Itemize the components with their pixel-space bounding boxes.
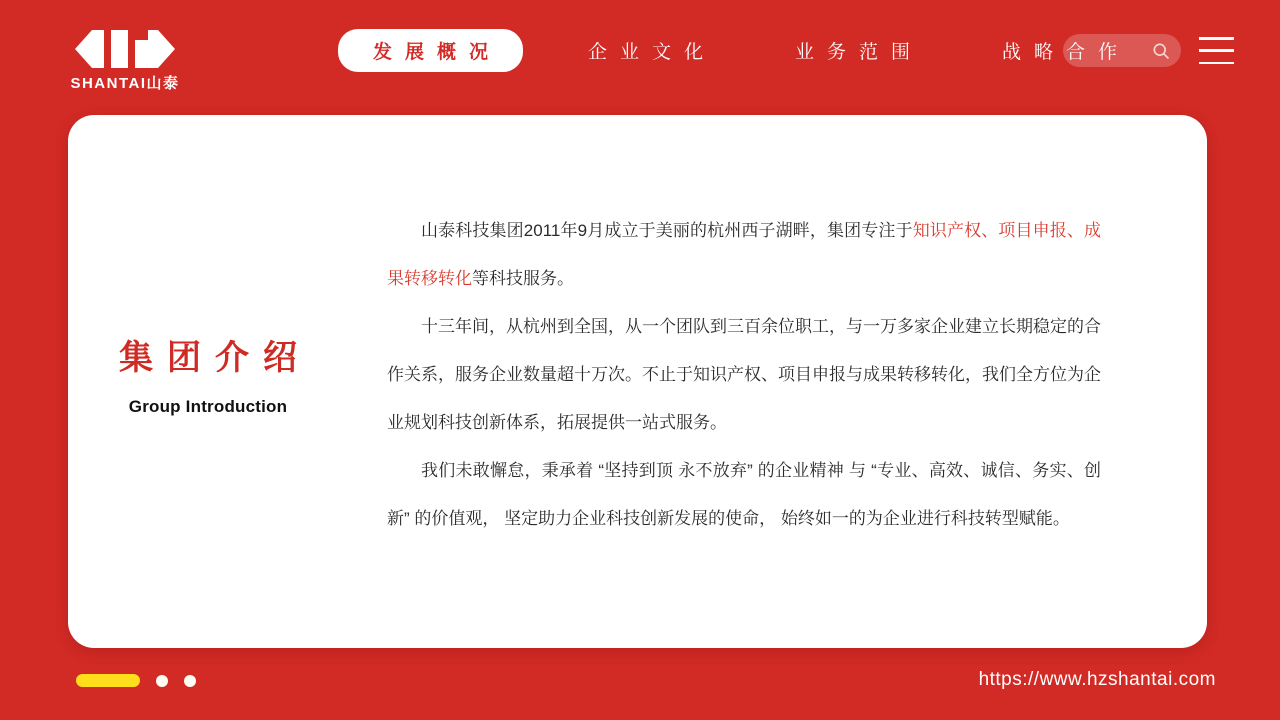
section-title-en: Group Introduction (128, 397, 288, 416)
search-bar[interactable] (1063, 34, 1181, 67)
nav-item-2[interactable]: 业务范围 (795, 41, 924, 63)
hamburger-icon[interactable] (1199, 37, 1234, 64)
intro-text (387, 207, 1101, 543)
nav-item-3[interactable]: 战略合作 (1002, 41, 1131, 63)
brand-logo[interactable] (70, 28, 180, 93)
intro-paragraph: 十三年间，从杭州到全国，从一个团队到三百余位职工，与一万多家企业建立长期稳定的合作关系，服务企业数量超十万次。不止于知识产权、项目申报与成果转移转化，我们全方位为企业规划科技创新体系，拓展提供一站式服务。 (387, 317, 1101, 432)
top-header (0, 0, 1280, 100)
carousel-pagination (76, 673, 196, 688)
site-url: https://www.hzshantai.com (978, 669, 1216, 690)
section-title (98, 330, 318, 417)
pagination-dot-1[interactable] (156, 675, 168, 687)
brand-name: SHANTAI山泰 (70, 75, 180, 92)
section-title-cn: 集团介绍 (119, 339, 311, 377)
pagination-dot-2[interactable] (184, 675, 196, 687)
nav-item-1[interactable]: 企业文化 (588, 41, 717, 63)
intro-paragraph: 我们未敢懈怠，秉承着 “坚持到顶 永不放弃” 的企业精神 与 “专业、高效、诚信、务实、创新” 的价值观， 坚定助力企业科技创新发展的使命， 始终如一的为企业进行科技转型赋能。 (387, 461, 1101, 528)
content-card (68, 115, 1207, 648)
nav-item-0[interactable]: 发展概况 (338, 29, 523, 72)
shantai-hexagon-logo-icon (75, 28, 175, 70)
main-nav (338, 0, 1144, 100)
intro-paragraph: 山泰科技集团2011年9月成立于美丽的杭州西子湖畔，集团专注于知识产权、项目申报、成果转移转化等科技服务。 (387, 221, 1101, 288)
pagination-active-pill[interactable] (76, 674, 140, 687)
search-input[interactable] (1075, 34, 1161, 67)
